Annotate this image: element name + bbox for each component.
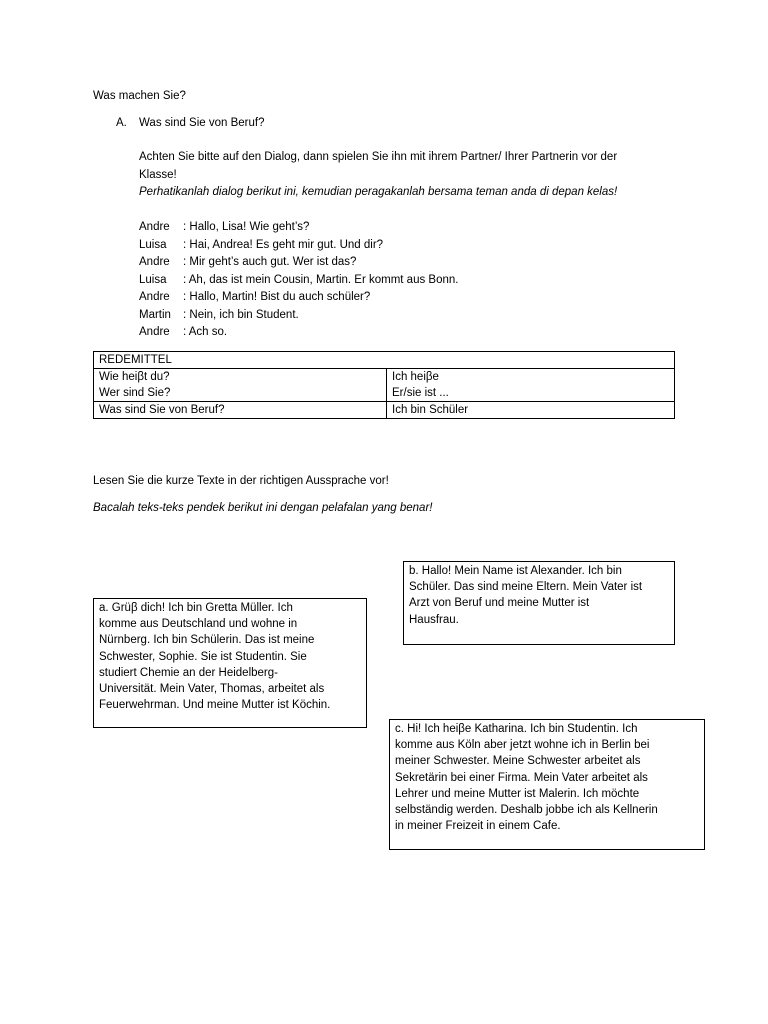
dialog-line xyxy=(139,324,227,342)
text-line: Arzt von Beruf und meine Mutter ist xyxy=(409,597,590,610)
dialog-speaker: Andre xyxy=(139,326,170,338)
dialog-speaker: Martin xyxy=(139,308,171,321)
table-row xyxy=(94,402,675,419)
table-cell xyxy=(387,402,675,419)
reading-instruction-indonesian: Bacalah teks-teks pendek berikut ini dengan pelafalan yang benar! xyxy=(93,502,433,514)
dialog-speaker: Andre xyxy=(139,256,170,268)
dialog-line xyxy=(139,272,458,290)
page-title: Was machen Sie? xyxy=(93,90,186,102)
section-a-marker: A. xyxy=(116,117,127,129)
text-line: in meiner Freizeit in einem Cafe. xyxy=(395,820,561,833)
dialog-speaker: Andre xyxy=(139,291,170,303)
instruction-german-line2: Klasse! xyxy=(139,169,177,181)
redemittel-table xyxy=(93,351,675,419)
section-a-title: Was sind Sie von Beruf? xyxy=(139,117,265,129)
cell-text: Wie heiβt du? xyxy=(99,371,170,383)
cell-text: Ich bin Schüler xyxy=(392,404,469,416)
text-box-b xyxy=(403,561,675,645)
dialog-text: : Ah, das ist mein Cousin, Martin. Er kommt aus Bonn. xyxy=(183,273,459,286)
text-line: studiert Chemie an der Heidelberg- xyxy=(99,666,278,679)
table-header: REDEMITTEL xyxy=(94,352,675,369)
text-line: komme aus Deutschland und wohne in xyxy=(99,618,298,631)
dialog-line xyxy=(139,254,356,272)
table-cell xyxy=(94,402,387,419)
text-line: Hausfrau. xyxy=(409,613,459,626)
dialog-text: : Mir geht’s auch gut. Wer ist das? xyxy=(183,256,357,268)
dialog-speaker: Luisa xyxy=(139,273,167,286)
text-line: Nürnberg. Ich bin Schülerin. Das ist meine xyxy=(99,634,315,647)
text-line: selbständig werden. Deshalb jobbe ich als Kellnerin xyxy=(395,804,658,817)
text-line: c. Hi! Ich heiβe Katharina. Ich bin Studentin. Ich xyxy=(395,723,638,735)
dialog-text: : Hai, Andrea! Es geht mir gut. Und dir? xyxy=(183,238,384,251)
table-row xyxy=(94,369,675,402)
cell-text: Ich heiβe xyxy=(392,371,439,383)
dialog-text: : Hallo, Martin! Bist du auch schüler? xyxy=(183,291,371,303)
dialog-text: : Hallo, Lisa! Wie geht’s? xyxy=(183,221,310,233)
dialog-line xyxy=(139,237,383,255)
cell-text: Wer sind Sie? xyxy=(99,387,171,399)
dialog-text: : Ach so. xyxy=(183,326,228,338)
text-box-c xyxy=(389,719,705,850)
text-line: komme aus Köln aber jetzt wohne ich in Berlin bei xyxy=(395,739,650,752)
text-line: Schwester, Sophie. Sie ist Studentin. Sie xyxy=(99,650,307,663)
table-header-row xyxy=(94,352,675,369)
text-line: Universität. Mein Vater, Thomas, arbeitet als xyxy=(99,683,325,696)
text-line: meiner Schwester. Meine Schwester arbeitet als xyxy=(395,755,641,768)
cell-text: Was sind Sie von Beruf? xyxy=(99,404,225,416)
text-box-a xyxy=(93,598,367,728)
cell-text: Er/sie ist ... xyxy=(392,387,449,399)
instruction-indonesian: Perhatikanlah dialog berikut ini, kemudian peragakanlah bersama teman anda di depan kelas! xyxy=(139,186,618,198)
dialog-text: : Nein, ich bin Student. xyxy=(183,308,299,321)
dialog-line xyxy=(139,307,299,325)
text-line: Feuerwehrman. Und meine Mutter ist Köchin. xyxy=(99,699,331,712)
table-cell xyxy=(94,369,387,402)
text-line: Sekretärin bei einer Firma. Mein Vater arbeitet als xyxy=(395,771,648,784)
table-cell xyxy=(387,369,675,402)
dialog-speaker: Luisa xyxy=(139,238,167,251)
dialog-line xyxy=(139,289,370,307)
dialog-speaker: Andre xyxy=(139,221,170,233)
text-line: Schüler. Das sind meine Eltern. Mein Vater ist xyxy=(409,581,643,594)
text-line: Lehrer und meine Mutter ist Malerin. Ich möchte xyxy=(395,787,640,800)
instruction-german-line1: Achten Sie bitte auf den Dialog, dann spielen Sie ihn mit ihrem Partner/ Ihrer Partnerin vor der xyxy=(139,151,618,163)
text-line: b. Hallo! Mein Name ist Alexander. Ich bin xyxy=(409,565,622,577)
reading-instruction-german: Lesen Sie die kurze Texte in der richtigen Aussprache vor! xyxy=(93,475,389,487)
dialog-line xyxy=(139,219,309,237)
text-line: a. Grüβ dich! Ich bin Gretta Müller. Ich xyxy=(99,602,293,614)
